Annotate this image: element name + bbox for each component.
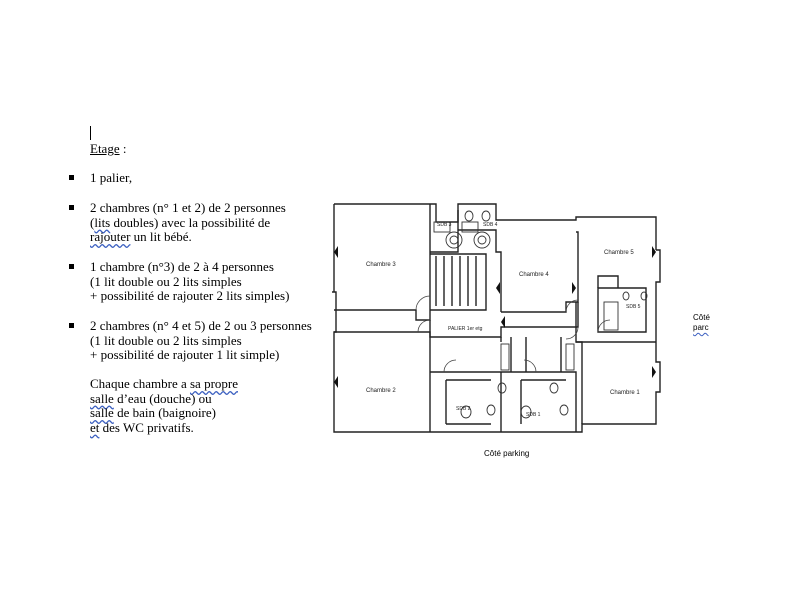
bullet-marker bbox=[69, 264, 74, 269]
item-line: + possibilité de rajouter 2 lits simples) bbox=[90, 288, 290, 303]
item-line: 1 palier, bbox=[90, 170, 133, 185]
list-item-chambres-4-5 bbox=[90, 319, 312, 363]
spellcheck-word[interactable]: sa propre bbox=[189, 376, 238, 391]
side-label-parc[interactable]: parc bbox=[693, 323, 709, 332]
text-fragment: doubles) avec la possibilité de bbox=[110, 214, 271, 230]
bullet-marker bbox=[69, 205, 74, 210]
item-line: 2 chambres (n° 4 et 5) de 2 ou 3 personnes bbox=[90, 318, 312, 333]
item-line: (1 lit double ou 2 lits simples bbox=[90, 332, 242, 348]
item-line: 1 chambre (n°3) de 2 à 4 personnes bbox=[90, 259, 274, 274]
spellcheck-word[interactable]: salle bbox=[90, 390, 114, 406]
heading-text: Etage bbox=[90, 141, 120, 156]
text-fragment: un lit bébé. bbox=[130, 229, 192, 244]
item-line: (1 lit double ou 2 lits simples bbox=[90, 273, 242, 289]
item-line: 2 chambres (n° 1 et 2) de 2 personnes bbox=[90, 200, 286, 215]
room-label-chambre-5: Chambre 5 bbox=[604, 250, 634, 256]
text-cursor bbox=[90, 126, 91, 140]
bullet-marker bbox=[69, 323, 74, 328]
para-line bbox=[90, 377, 238, 392]
side-label-cote: Côté bbox=[693, 313, 710, 322]
item-line: + possibilité de rajouter 1 lit simple) bbox=[90, 347, 280, 362]
text-fragment: de bain (baignoire) bbox=[113, 405, 216, 420]
room-label-chambre-1: Chambre 1 bbox=[610, 390, 640, 396]
room-label-chambre-4: Chambre 4 bbox=[519, 272, 549, 278]
room-label-sdb-4: SDB 4 bbox=[483, 222, 498, 228]
room-label-chambre-2: Chambre 2 bbox=[366, 388, 396, 394]
text-fragment: ( bbox=[90, 214, 95, 230]
list-item-chambres-1-2 bbox=[90, 201, 286, 245]
heading-suffix: : bbox=[119, 141, 127, 156]
para-line bbox=[90, 406, 238, 421]
section-heading bbox=[90, 141, 126, 157]
item-line bbox=[90, 216, 286, 231]
room-label-sdb-5: SDB 5 bbox=[626, 304, 641, 310]
text-fragment: d’eau (douche) ou bbox=[113, 390, 212, 406]
list-item-chambre-3 bbox=[90, 260, 289, 304]
para-line bbox=[90, 421, 238, 436]
bottom-label-parking: Côté parking bbox=[484, 449, 530, 458]
list-item-palier bbox=[90, 171, 132, 186]
spellcheck-word[interactable]: et bbox=[90, 419, 100, 435]
spellcheck-word[interactable]: salle bbox=[90, 405, 114, 420]
description-paragraph bbox=[90, 377, 238, 435]
para-line bbox=[90, 392, 238, 407]
spellcheck-word[interactable]: rajouter bbox=[90, 229, 131, 244]
room-label-sdb-3: SDB 3 bbox=[437, 222, 452, 228]
bullet-marker bbox=[69, 175, 74, 180]
item-line bbox=[90, 230, 286, 245]
spellcheck-word[interactable]: lits bbox=[94, 214, 111, 230]
room-label-palier: PALIER 1er etg bbox=[448, 326, 483, 332]
text-fragment: Chaque chambre a bbox=[90, 376, 190, 391]
room-label-chambre-3: Chambre 3 bbox=[366, 262, 396, 268]
room-label-sdb-2: SDB 2 bbox=[456, 406, 471, 412]
room-label-sdb-1: SDB 1 bbox=[526, 412, 541, 418]
text-fragment: des WC privatifs. bbox=[99, 419, 194, 435]
floor-plan-image bbox=[326, 192, 686, 442]
